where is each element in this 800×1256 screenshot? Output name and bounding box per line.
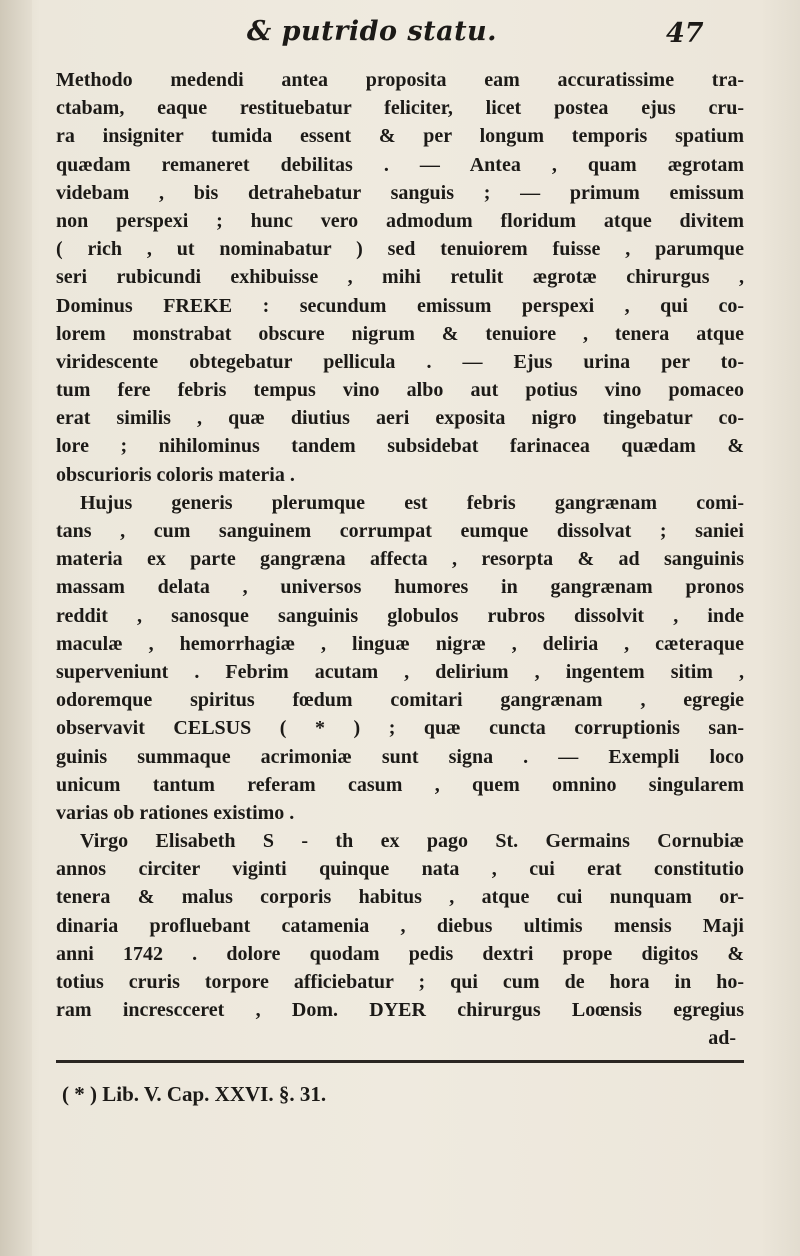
- page-gutter-shadow: [0, 0, 32, 1256]
- footnote-separator: [56, 1060, 744, 1063]
- text-line: Methodo medendi antea proposita eam accuratissime tra-: [56, 69, 744, 91]
- text-line: guinis summaque acrimoniæ sunt signa . — Exempli loco: [56, 745, 744, 768]
- text-line: lore ; nihilominus tandem subsidebat farinacea quædam &: [56, 435, 744, 458]
- text-line: dinaria profluebant catamenia , diebus ultimis mensis Maji: [56, 914, 744, 937]
- text-line: quædam remaneret debilitas . — Antea , quam ægrotam: [56, 153, 744, 176]
- text-line: ra insigniter tumida essent & per longum temporis spatium: [56, 125, 744, 148]
- text-line: anni 1742 . dolore quodam pedis dextri prope digitos &: [56, 942, 744, 965]
- main-text-block: [56, 66, 744, 1053]
- text-line: totius cruris torpore afficiebatur ; qui cum de hora in ho-: [56, 971, 744, 993]
- text-line: viridescente obtegebatur pellicula . — Ejus urina per to-: [56, 350, 744, 373]
- text-line: odoremque spiritus fœdum comitari gangrænam , egregie: [56, 689, 744, 712]
- text-line: tum fere febris tempus vino albo aut potius vino pomaceo: [56, 379, 744, 402]
- text-line: videbam , bis detrahebatur sanguis ; — primum emissum: [56, 181, 744, 204]
- text-line: Dominus FREKE : secundum emissum perspexi , qui co-: [56, 294, 744, 317]
- running-title: & putrido statu.: [246, 16, 498, 47]
- text-line: non perspexi ; hunc vero admodum floridum atque divitem: [56, 209, 744, 232]
- text-line: massam delata , universos humores in gangrænam pronos: [56, 576, 744, 599]
- text-line: unicum tantum referam casum , quem omnino singularem: [56, 773, 744, 796]
- page-header: [0, 10, 800, 50]
- text-line: annos circiter viginti quinque nata , cui erat constitutio: [56, 858, 744, 881]
- text-line: materia ex parte gangræna affecta , resorpta & ad sanguinis: [56, 548, 744, 571]
- text-line: obscurioris coloris materia .: [56, 463, 295, 486]
- text-line: tans , cum sanguinem corrumpat eumque dissolvat ; saniei: [56, 520, 744, 542]
- text-line: Virgo Elisabeth S - th ex pago St. Germains Cornubiæ: [80, 830, 744, 853]
- text-line: ( rich , ut nominabatur ) sed tenuiorem fuisse , parumque: [56, 238, 744, 261]
- text-line: varias ob rationes existimo .: [56, 801, 295, 824]
- text-line: observavit CELSUS ( * ) ; quæ cuncta corruptionis san-: [56, 717, 744, 740]
- text-line: ctabam, eaque restituebatur feliciter, licet postea ejus cru-: [56, 97, 744, 120]
- text-line: superveniunt . Febrim acutam , delirium , ingentem sitim ,: [56, 660, 744, 683]
- text-line: lorem monstrabat obscure nigrum & tenuiore , tenera atque: [56, 322, 744, 345]
- page-number: 47: [666, 18, 704, 49]
- text-line: tenera & malus corporis habitus , atque cui nunquam or-: [56, 886, 744, 909]
- text-line: ram increscceret , Dom. DYER chirurgus Loœnsis egregius: [56, 999, 744, 1022]
- text-line: Hujus generis plerumque est febris gangrænam comi-: [80, 491, 744, 514]
- footnote: ( * ) Lib. V. Cap. XXVI. §. 31.: [62, 1082, 327, 1106]
- text-line: erat similis , quæ diutius aeri exposita nigro tingebatur co-: [56, 407, 744, 430]
- text-line: seri rubicundi exhibuisse , mihi retulit ægrotæ chirurgus ,: [56, 266, 744, 289]
- text-line: maculæ , hemorrhagiæ , linguæ nigræ , deliria , cæteraque: [56, 632, 744, 655]
- catchword: ad-: [708, 1027, 736, 1050]
- text-line: reddit , sanosque sanguinis globulos rubros dissolvit , inde: [56, 604, 744, 627]
